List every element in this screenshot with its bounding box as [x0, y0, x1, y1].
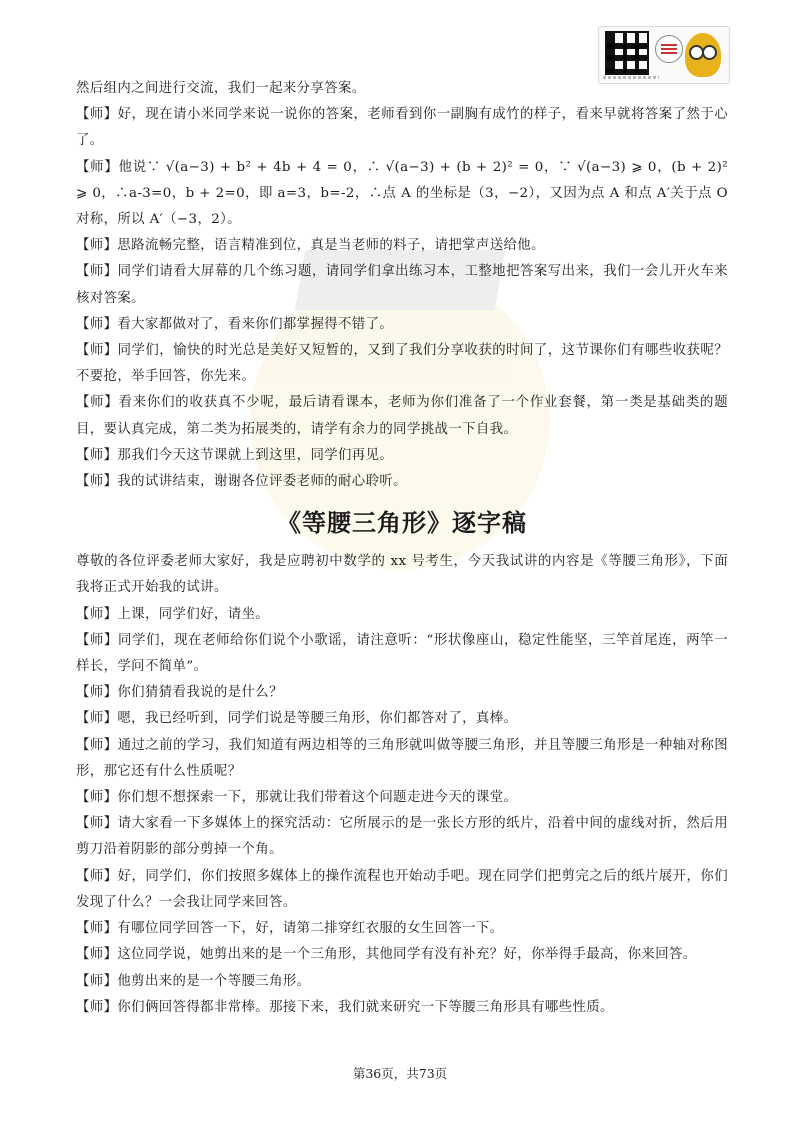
page-number: 第36页，共73页 [352, 1066, 448, 1081]
paragraph: 【师】这位同学说，她剪出来的是一个三角形，其他同学有没有补充？好，你举得手最高，你来回答。 [76, 947, 697, 963]
qr-code-icon [605, 31, 649, 75]
paragraph: 【师】同学们，现在老师给你们说个小歌谣，请注意听：“形状像座山，稳定性能坚，三竿首尾连，两竿一样长，学问不简单”。 [76, 632, 728, 675]
paragraph: 【师】嗯，我已经听到，同学们说是等腰三角形，你们都答对了，真棒。 [76, 711, 518, 727]
paragraph: 【师】你们猜猜看我说的是什么？ [76, 685, 283, 701]
paragraph: 【师】他说∵ √(a−3) + b² + 4b + 4 = 0，∴ √(a−3) + (b + 2)² = 0，∵ √(a−3) ⩾ 0，(b + 2)² ⩾ 0，∴a-3=0，b + 2=0，即 a=3，b=-2，∴点 A 的坐标是（3，−2），又因为点 A 和点 A′关于点 O 对称，所以 A′（−3，2）。 [76, 159, 728, 228]
paragraph: 尊敬的各位评委老师大家好，我是应聘初中数学的 xx 号考生，今天我试讲的内容是《等腰三角形》，下面我将正式开始我的试讲。 [76, 554, 728, 596]
document-body [76, 76, 728, 1021]
paragraph: 【师】你们想不想探索一下，那就让我们带着这个问题走进今天的课堂。 [76, 790, 518, 806]
paragraph: 然后组内之间进行交流，我们一起来分享答案。 [76, 81, 366, 96]
paragraph: 【师】思路流畅完整，语言精准到位，真是当老师的料子，请把掌声送给他。 [76, 238, 545, 254]
paragraph: 【师】看大家都做对了，看来你们都掌握得不错了。 [76, 316, 394, 332]
paragraph: 【师】通过之前的学习，我们知道有两边相等的三角形就叫做等腰三角形，并且等腰三角形是一种轴对称图形，那它还有什么性质呢？ [76, 737, 728, 779]
paragraph: 【师】看来你们的收获真不少呢，最后请看课本，老师为你们准备了一个作业套餐，第一类是基础类的题目，要认真完成，第二类为拓展类的，请学有余力的同学挑战一下自我。 [76, 395, 728, 437]
section-heading: 《等腰三角形》逐字稿 [277, 509, 527, 538]
speech-bubble-icon [655, 35, 683, 63]
paragraph: 【师】他剪出来的是一个等腰三角形。 [76, 973, 311, 989]
paragraph: 【师】上课，同学们好，请坐。 [76, 606, 270, 622]
paragraph: 【师】同学们，愉快的时光总是美好又短暂的，又到了我们分享收获的时间了，这节课你们有哪些收获呢？不要抢，举手回答，你先来。 [76, 343, 728, 385]
paragraph: 【师】好，现在请小米同学来说一说你的答案，老师看到你一副胸有成竹的样子，看来早就将答案了然于心了。 [76, 107, 728, 149]
owl-mascot-icon [685, 33, 721, 77]
paragraph: 【师】同学们请看大屏幕的几个练习题，请同学们拿出练习本，工整地把答案写出来，我们一会儿开火车来核对答案。 [76, 264, 728, 306]
paragraph: 【师】我的试讲结束，谢谢各位评委老师的耐心聆听。 [76, 474, 407, 490]
paragraph: 【师】好，同学们，你们按照多媒体上的操作流程也开始动手吧。现在同学们把剪完之后的纸片展开，你们发现了什么？一会我让同学来回答。 [76, 868, 728, 910]
paragraph: 【师】那我们今天这节课就上到这里，同学们再见。 [76, 447, 394, 463]
paragraph: 【师】你们俩回答得都非常棒。那接下来，我们就来研究一下等腰三角形具有哪些性质。 [76, 999, 614, 1015]
paragraph: 【师】请大家看一下多媒体上的探究活动：它所展示的是一张长方形的纸片，沿着中间的虚线对折，然后用剪刀沿着阴影的部分剪掉一个角。 [76, 816, 728, 858]
paragraph: 【师】有哪位同学回答一下，好，请第二排穿红衣服的女生回答一下。 [76, 921, 504, 937]
